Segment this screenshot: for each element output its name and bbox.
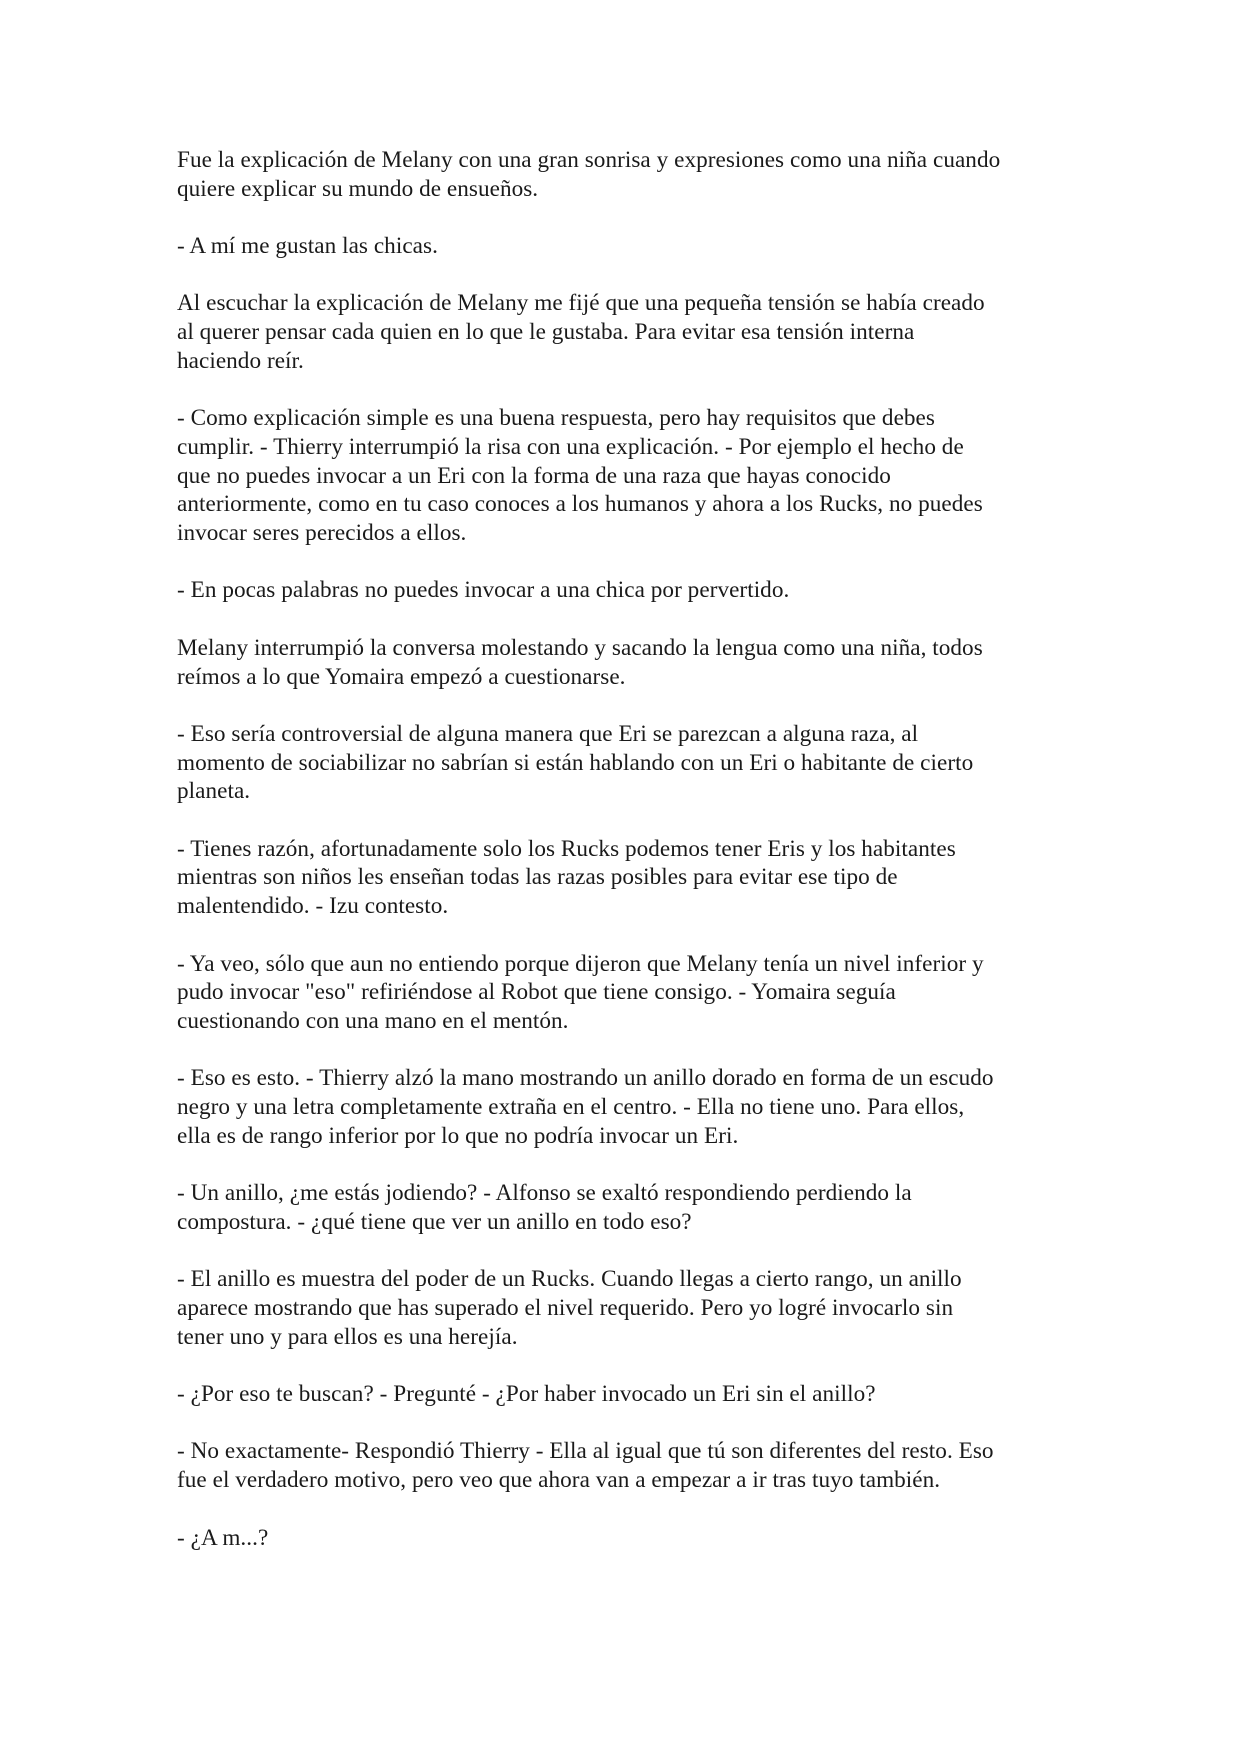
paragraph-15: - ¿A m...?	[177, 1524, 269, 1551]
paragraph-1: Fue la explicación de Melany con una gran sonrisa y expresiones como una niña cuando quiere explicar su mundo de ensueños.	[177, 147, 1001, 202]
paragraph-5: - En pocas palabras no puedes invocar a una chica por pervertido.	[177, 577, 790, 604]
paragraph-9: - Ya veo, sólo que aun no entiendo porque dijeron que Melany tenía un nivel inferior y pudo invocar "eso" refiriéndose al Robot que tiene consigo. - Yomaira seguía cuestionando con una mano en el mentón.	[177, 950, 984, 1034]
paragraph-2: - A mí me gustan las chicas.	[177, 233, 438, 260]
paragraph-12: - El anillo es muestra del poder de un Rucks. Cuando llegas a cierto rango, un anillo aparece mostrando que has superado el nivel requerido. Pero yo logré invocarlo sin tener uno y para ellos es una herejía.	[177, 1266, 962, 1350]
paragraph-3: Al escuchar la explicación de Melany me fijé que una pequeña tensión se había creado al querer pensar cada quien en lo que le gustaba. Para evitar esa tensión interna haciendo reír.	[177, 290, 985, 374]
document-body	[177, 146, 1077, 1581]
paragraph-10: - Eso es esto. - Thierry alzó la mano mostrando un anillo dorado en forma de un escudo negro y una letra completamente extraña en el centro. - Ella no tiene uno. Para ellos, ella es de rango inferior por lo que no podría invocar un Eri.	[177, 1065, 994, 1149]
paragraph-8: - Tienes razón, afortunadamente solo los Rucks podemos tener Eris y los habitantes mientras son niños les enseñan todas las razas posibles para evitar ese tipo de malentendido. - Izu contesto.	[177, 835, 956, 920]
paragraph-13: - ¿Por eso te buscan? - Pregunté - ¿Por haber invocado un Eri sin el anillo?	[177, 1381, 876, 1408]
paragraph-11: - Un anillo, ¿me estás jodiendo? - Alfonso se exaltó respondiendo perdiendo la compostura. - ¿qué tiene que ver un anillo en todo eso?	[177, 1180, 912, 1235]
paragraph-6: Melany interrumpió la conversa molestando y sacando la lengua como una niña, todos reímos a lo que Yomaira empezó a cuestionarse.	[177, 634, 983, 690]
paragraph-4: - Como explicación simple es una buena respuesta, pero hay requisitos que debes cumplir. - Thierry interrumpió la risa con una explicación. - Por ejemplo el hecho de que no puedes invocar a un Eri con la forma de una raza que hayas conocido anteriormente, como en tu caso conoces a los humanos y ahora a los Rucks, no puedes invocar seres perecidos a ellos.	[177, 405, 983, 547]
paragraph-7: - Eso sería controversial de alguna manera que Eri se parezcan a alguna raza, al momento de sociabilizar no sabrían si están hablando con un Eri o habitante de cierto planeta.	[177, 720, 974, 805]
paragraph-14: - No exactamente- Respondió Thierry - Ella al igual que tú son diferentes del resto. Eso fue el verdadero motivo, pero veo que ahora van a empezar a ir tras tuyo también.	[177, 1438, 994, 1494]
